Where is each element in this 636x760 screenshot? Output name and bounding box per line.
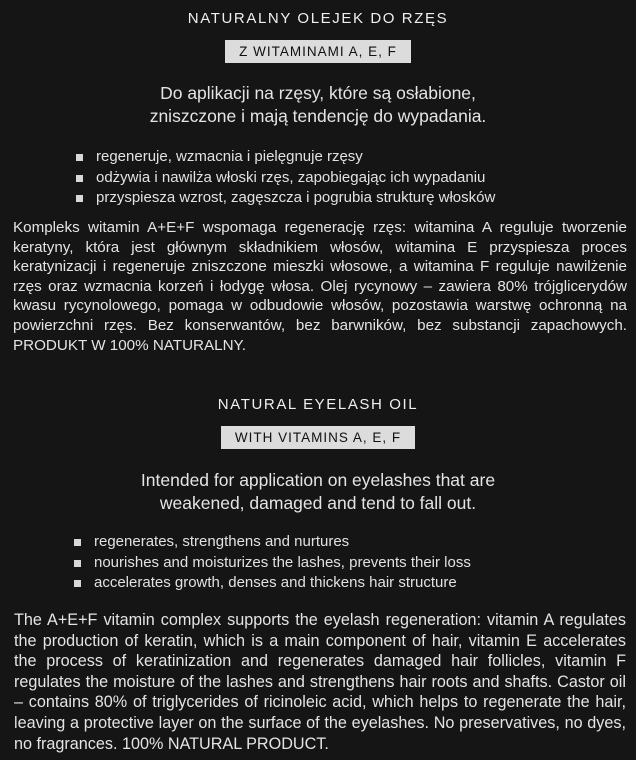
square-bullet-icon [76, 154, 83, 161]
english-description: The A+E+F vitamin complex supports the eyelash regeneration: vitamin A regulates the production of keratin, which is a main component of hair, vitamin E accelerates the process of keratinization and regenerates damaged hair follicles, vitamin F regulates the moisture of the lashes and strengthens hair roots and shafts. Castor oil – contains 80% of triglycerides of ricinoleic acid, which helps to regenerate the hair, leaving a protective layer on the surface of the eyelashes. No preservatives, no dyes, no fragrances. 100% NATURAL PRODUCT. [14, 611, 626, 753]
english-benefits-list [94, 532, 614, 594]
english-benefit-1: regenerates, strengthens and nurtures [94, 533, 350, 550]
square-bullet-icon [74, 560, 81, 567]
english-vitamins-badge: WITH VITAMINS A, E, F [221, 426, 415, 449]
polish-intro-line-1: Do aplikacji na rzęsy, które są osłabione, [160, 83, 476, 103]
english-title-block [0, 396, 636, 413]
english-benefit-2: nourishes and moisturizes the lashes, prevents their loss [94, 553, 471, 571]
english-badge-block [0, 426, 636, 449]
polish-benefit-3: przyspiesza wzrost, zagęszcza i pogrubia strukturę włosków [96, 189, 496, 206]
polish-title-block [0, 10, 636, 27]
square-bullet-icon [76, 175, 83, 182]
english-intro-line-1: Intended for application on eyelashes that are [140, 470, 496, 490]
list-item [94, 573, 614, 594]
polish-badge-block [0, 40, 636, 63]
polish-intro-line-2: zniszczone i mają tendencję do wypadania. [149, 106, 487, 126]
list-item [94, 553, 614, 574]
polish-intro [0, 82, 636, 128]
polish-benefit-2: odżywia i nawilża włoski rzęs, zapobiegając ich wypadaniu [96, 168, 486, 186]
list-item [94, 532, 614, 553]
square-bullet-icon [76, 195, 83, 202]
english-benefits-list-block [94, 532, 614, 594]
polish-benefit-1: regeneruje, wzmacnia i pielęgnuje rzęsy [96, 148, 363, 165]
polish-description: Kompleks witamin A+E+F wspomaga regenerację rzęs: witamina A reguluje tworzenie keratyny, która jest głównym składnikiem włosów, witamina E przyspiesza proces keratynizacji i regeneruje zniszczone mieszki włosowe, a witamina F reguluje nawilżenie rzęs oraz wzmacnia korzeń i łodygę włosa. Olej rycynowy – zawiera 80% trójglicerydów kwasu rycynolowego, pomaga w odbudowie włosów, pozostawia warstwę ochronną na powierzchni rzęs. Bez konserwantów, bez barwników, bez substancji zapachowych. PRODUKT W 100% NATURALNY. [13, 219, 627, 354]
english-title: NATURAL EYELASH OIL [217, 396, 419, 413]
list-item [96, 188, 616, 209]
english-intro [0, 469, 636, 515]
english-intro-line-2: weakened, damaged and tend to fall out. [159, 493, 477, 513]
polish-benefits-list-block [96, 147, 616, 209]
polish-benefits-list [96, 147, 616, 209]
list-item [96, 168, 616, 189]
list-item [96, 147, 616, 168]
english-benefit-3: accelerates growth, denses and thickens hair structure [94, 574, 457, 591]
polish-vitamins-badge: Z WITAMINAMI A, E, F [225, 40, 411, 63]
square-bullet-icon [74, 580, 81, 587]
square-bullet-icon [74, 539, 81, 546]
polish-title: NATURALNY OLEJEK DO RZĘS [187, 10, 449, 27]
